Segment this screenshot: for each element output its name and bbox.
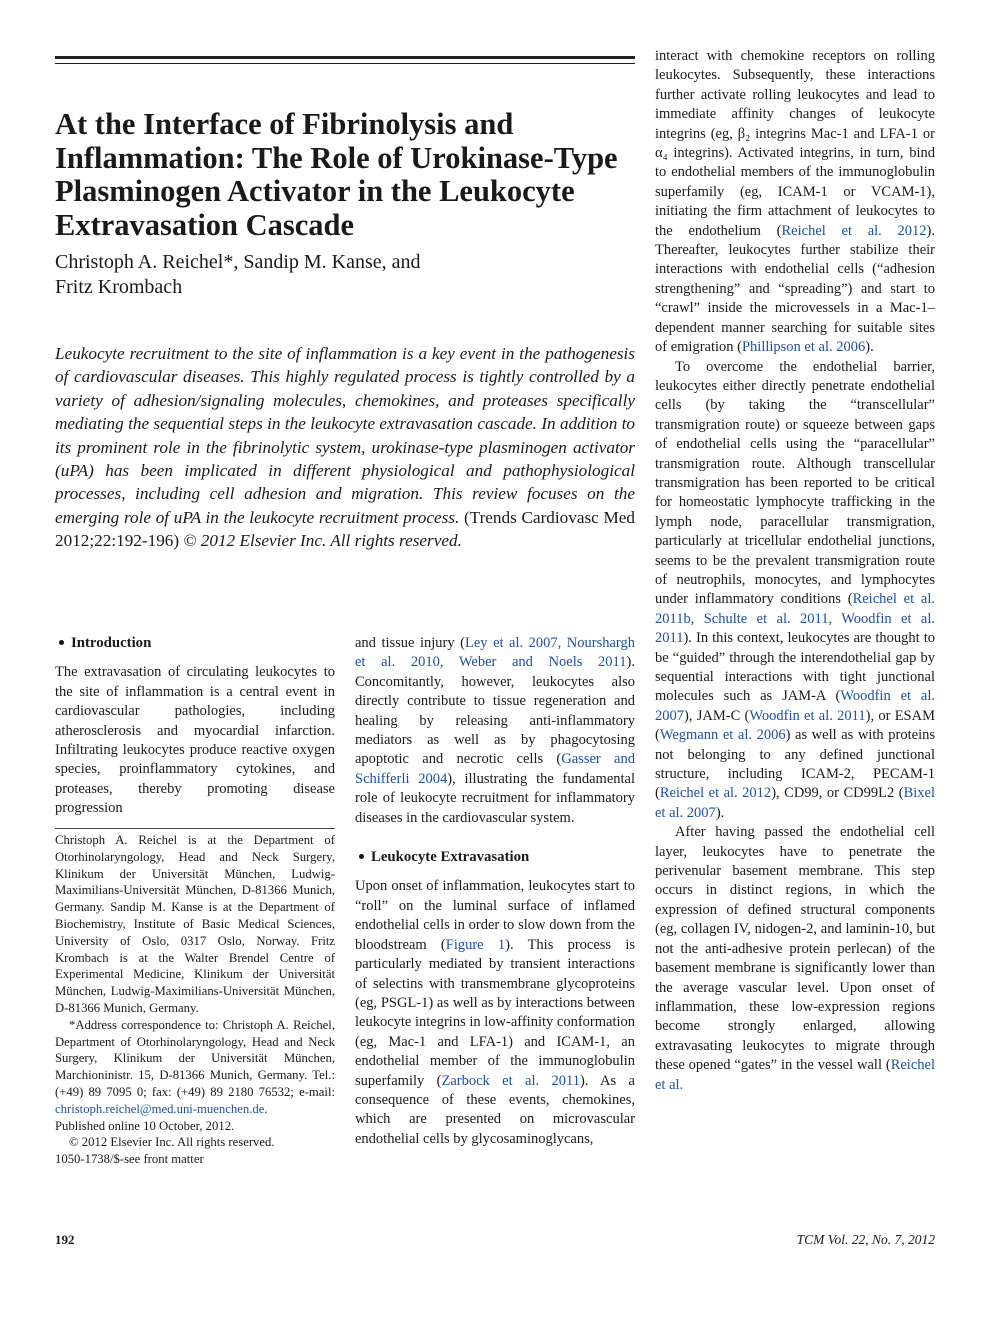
footnote-affiliations: Christoph A. Reichel is at the Department of Otorhinolaryngology, Head and Neck Surgery, Klinikum der Universität München, Ludwig-Maximilians-Universität München, D-81366 Munich, Germany. Sandip M. Kanse is at the Department of Biochemistry, Institute of Basic Medical Sciences, University of Oslo, 0317 Oslo, Norway. Fritz Krombach is at the Walter Brendel Centre of Experimental Medicine, Klinikum der Universität München, Ludwig-Maximilians-Universität München, D-81366 Munich, Germany. — [55, 833, 335, 1015]
citation-link[interactable]: Zarbock et al. 2011 — [441, 1072, 580, 1089]
citation-link[interactable]: Reichel et al. 2012 — [659, 785, 772, 802]
page-number: 192 — [55, 1232, 75, 1247]
section-heading-introduction: Introduction — [55, 634, 335, 653]
col3-paragraph-3: After having passed the endothelial cell layer, leukocytes have to penetrate the perivenular basement membrane. This step occurs in distinct regions, in which the expression of defined structural components (eg, collagen IV, nidogen-2, and laminin-10, but not the anti-adhesive protein perlecan) of the basement membrane is significantly lower than the average vascular level. Upon onset of inflammation, these low-expression regions become strongly enlarged, allowing extravasating leukocytes to migrate through these opened “gates” in the vessel wall (Reichel et al. — [655, 824, 935, 1093]
abstract-copyright: © 2012 Elsevier Inc. All rights reserved. — [183, 531, 462, 551]
citation-link[interactable]: Wegmann et al. 2006 — [659, 727, 786, 744]
authors-line-1: Christoph A. Reichel*, Sandip M. Kanse, and — [55, 251, 421, 273]
citation-link[interactable]: Woodfin et al. 2007 — [655, 688, 936, 724]
footnote-published: Published online 10 October, 2012. — [55, 1118, 235, 1133]
article-title: At the Interface of Fibrinolysis and Inflammation: The Role of Urokinase-Type Plasminogen Activator in the Leukocyte Extravasation Cascade — [55, 107, 618, 242]
bullet-icon — [59, 640, 64, 645]
citation-link[interactable]: Reichel et al. — [655, 1057, 935, 1093]
header-rule-thin — [55, 63, 635, 64]
col3-paragraph-2: To overcome the endothelial barrier, leukocytes either directly penetrate endothelial cells (by taking the “transcellular” transmigration route) or squeeze between gaps of endothelial cells using the “paracellular” transmigration route. Although transcellular transmigration has been reported to be critical for homeostatic lymphocyte trafficking in the lymph node, paracellular transmigration, particularly at tricellular endothelial junctions, seems to be the prevalent transmigration route of neutrophils, monocytes, and lymphocytes under inflammatory conditions (Reichel et al. 2011b, Schulte et al. 2011, Woodfin et al. 2011). In this context, leukocytes are thought to be “guided” through the interendothelial gap by sequential interactions with tight junctional molecules such as JAM-A (Woodfin et al. 2007), JAM-C (Woodfin et al. 2011), or ESAM (Wegmann et al. 2006) as well as with proteins not belonging to any defined junctional structure, including ICAM-2, PECAM-1 (Reichel et al. 2012), CD99, or CD99L2 (Bixel et al. 2007). — [655, 358, 936, 821]
intro-paragraph: The extravasation of circulating leukocytes to the site of inflammation is a central event in cardiovascular pathologies, including atherosclerosis and myocardial infarction. Infiltrating leukocytes produce reactive oxygen species, proinflammatory cytokines, and proteases, thereby promoting disease progression — [55, 664, 335, 817]
footnote-copyright: © 2012 Elsevier Inc. All rights reserved. — [69, 1135, 275, 1150]
col2-paragraph-1: and tissue injury (Ley et al. 2007, Nourshargh et al. 2010, Weber and Noels 2011). Concomitantly, however, leukocytes also directly contribute to tissue regeneration and healing by releasing anti-inflammatory mediators as well as by phagocytosing apoptotic and necrotic cells (Gasser and Schifferli 2004), illustrating the fundamental role of leukocyte recruitment for inflammatory diseases in the cardiovascular system. — [355, 635, 636, 826]
author-list — [55, 250, 635, 300]
bullet-icon — [359, 854, 364, 859]
abstract — [55, 342, 635, 553]
citation-link[interactable]: Reichel et al. 2011b, Schulte et al. 2011, Woodfin et al. 2011 — [655, 591, 935, 647]
citation-link[interactable]: Woodfin et al. 2011 — [749, 707, 866, 724]
citation-link[interactable]: Phillipson et al. 2006 — [741, 339, 866, 356]
footnote-correspondence: *Address correspondence to: Christoph A. Reichel, Department of Otorhinolaryngology, Head and Neck Surgery, Klinikum der Universität München, Marchioninistr. 15, D-81366 Munich, Germany. Tel.: (+49) 89 7095 0; fax: (+49) 89 2180 76532; e-mail: christoph.reichel@med.uni-muenchen.de. — [55, 1017, 335, 1116]
column-2 — [355, 634, 635, 1149]
section-heading-leukocyte-extravasation: Leukocyte Extravasation — [355, 848, 635, 867]
citation-link[interactable]: Reichel et al. 2012 — [781, 222, 927, 239]
header-rule-thick — [55, 56, 635, 59]
citation-link[interactable]: Bixel et al. 2007 — [655, 785, 935, 821]
column-3 — [655, 47, 935, 1095]
col2-paragraph-2: Upon onset of inflammation, leukocytes start to “roll” on the luminal surface of inflamed endothelial cells in order to slow down from the bloodstream (Figure 1). This process is particularly mediated by transient interactions of selectins with transmembrane glycoproteins (eg, PSGL-1) as well as by interactions between leukocyte integrins in low-affinity conformation (eg, Mac-1 and LFA-1) and ICAM-1, an endothelial member of the immunoglobulin superfamily (Zarbock et al. 2011). As a consequence of these events, chemokines, which are presented on microvascular endothelial cells by glycosaminoglycans, — [355, 878, 635, 1147]
footnote-issn: 1050-1738/$-see front matter — [55, 1152, 204, 1167]
abstract-citation: (Trends Cardiovasc Med 2012;22:192-196) — [55, 507, 636, 551]
email-link[interactable]: christoph.reichel@med.uni-muenchen.de — [55, 1101, 265, 1116]
abstract-body: Leukocyte recruitment to the site of inflammation is a key event in the pathogenesis of cardiovascular diseases. This highly regulated process is tightly controlled by a variety of adhesion/signaling molecules, chemokines, and proteases specifically mediating the sequential steps in the leukocyte extravasation cascade. In addition to its prominent role in the fibrinolytic system, urokinase-type plasminogen activator (uPA) has been implicated in different physiological and pathophysiological processes, including cell adhesion and migration. This review focuses on the emerging role of uPA in the leukocyte recruitment process. — [55, 344, 635, 527]
authors-line-2: Fritz Krombach — [55, 276, 183, 298]
citation-link[interactable]: Ley et al. 2007, Nourshargh et al. 2010, Weber and Noels 2011 — [355, 635, 635, 671]
figure-link[interactable]: Figure 1 — [445, 936, 506, 953]
footnote-rule — [55, 828, 335, 829]
column-1 — [55, 634, 335, 819]
citation-link[interactable]: Gasser and Schifferli 2004 — [355, 751, 635, 787]
footnotes — [55, 832, 335, 1168]
col3-paragraph-1: interact with chemokine receptors on rolling leukocytes. Subsequently, these interactions further activate rolling leukocytes and lead to immediate affinity changes of leukocyte integrins (eg, β₂ integrins Mac-1 and LFA-1 or α₄ integrins). Activated integrins, in turn, bind to endothelial members of the immunoglobulin superfamily (eg, ICAM-1 or VCAM-1), initiating the firm attachment of leukocytes to the endothelium (Reichel et al. 2012). Thereafter, leukocytes further stabilize their interactions with endothelial cells (“adhesion strengthening” and “spreading”) and start to “crawl” inside the microvessels in a Mac-1–dependent manner searching for suitable sites of emigration (Phillipson et al. 2006). — [655, 48, 936, 356]
journal-footer: TCM Vol. 22, No. 7, 2012 — [796, 1232, 935, 1247]
